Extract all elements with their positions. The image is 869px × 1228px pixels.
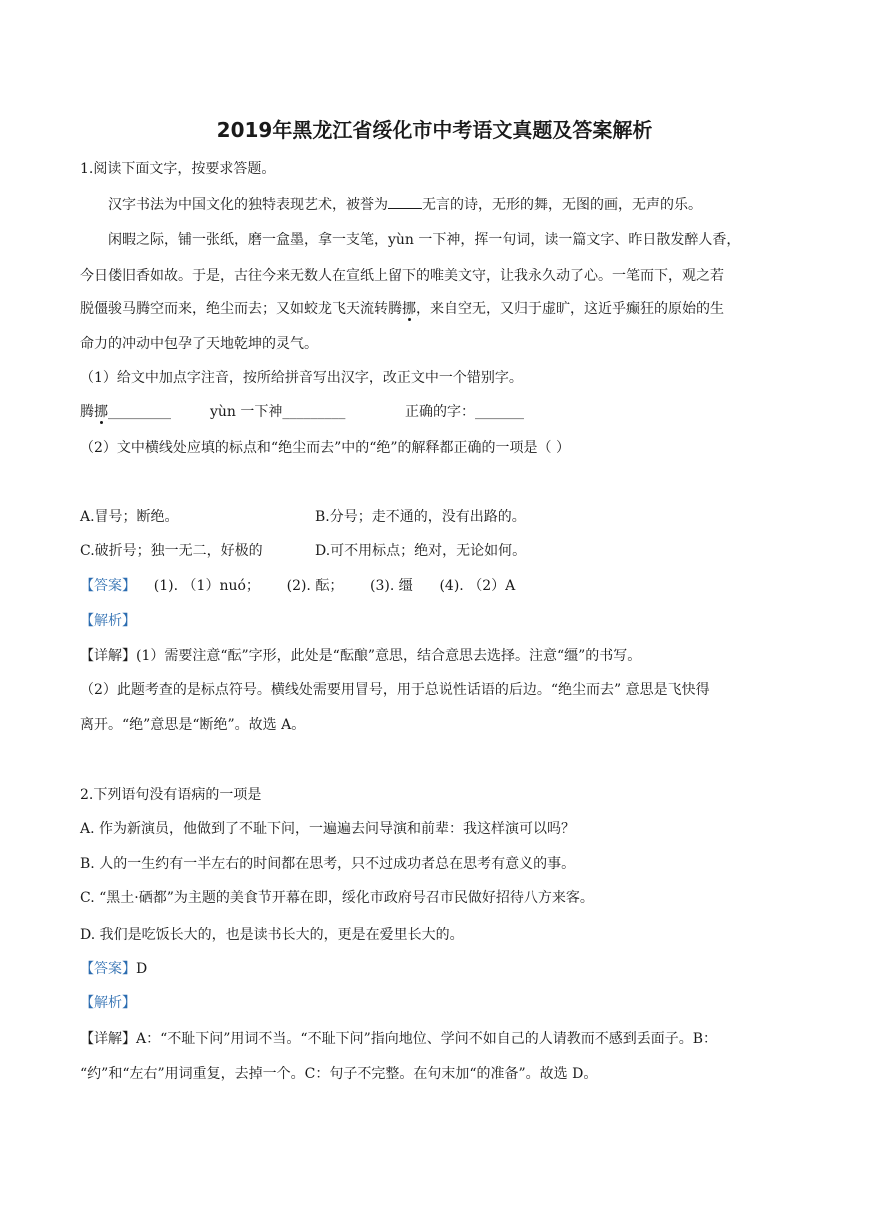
- q2-option-b: B. 人的一生约有一半左右的时间都在思考，只不过成功者总在思考有意义的事。: [80, 856, 576, 872]
- q1-blank-c: 正确的字：_______: [405, 404, 524, 420]
- q2-option-d: D. 我们是吃饭长大的，也是读书长大的，更是在爱里长大的。: [80, 927, 464, 943]
- q2-detail-line-1: 【详解】A：“不耻下问”用词不当。“不耻下问”指向地位、学问不如自己的人请教而不感到丢面子。B：: [80, 1031, 718, 1047]
- q1-option-b: B.分号；走不通的，没有出路的。: [315, 509, 526, 525]
- q2-detail-line-2: “约”和“左右”用词重复，去掉一个。C：句子不完整。在句末加“的准备”。故选 D。: [80, 1066, 598, 1082]
- q2-option-a: A. 作为新演员，他做到了不耻下问，一遍遍去问导演和前辈：我这样演可以吗？: [80, 821, 576, 837]
- q1-blank-a-line: _________: [108, 404, 171, 420]
- q1-blank-a-char: 腾: [80, 404, 94, 420]
- q1-option-d: D.可不用标点；绝对，无论如何。: [315, 543, 527, 559]
- document-title: 2019年黑龙江省绥化市中考语文真题及答案解析: [216, 118, 653, 142]
- q1-sub-question-2: （2）文中横线处应填的标点和“绝尘而去”中的“绝”的解释都正确的一项是（ ）: [80, 440, 570, 456]
- q1-answer-label: 【答案】: [80, 578, 136, 594]
- q1-p2-line-2: 今日偻旧香如故。于是，古往今来无数人在宣纸上留下的唯美文守，让我永久动了心。一笔而下，观之若: [80, 268, 724, 284]
- q1-detail-line-1: 【详解】(1）需要注意“酝”字形，此处是“酝酿”意思，结合意思去选择。注意“缰”的书写。: [80, 648, 642, 664]
- q1-p1-blank: [388, 194, 422, 209]
- q1-option-a: A.冒号；断绝。: [80, 509, 179, 525]
- q1-answer-text: (1). （1）nuó； (2). 酝； (3). 缰 (4). （2）A: [136, 578, 516, 594]
- q1-dotted-char: 挪: [402, 301, 416, 317]
- q2-option-c: C. “黑土·硒都”为主题的美食节开幕在即，绥化市政府号召市民做好招待八方来客。: [80, 890, 594, 906]
- q1-analysis-label: 【解析】: [80, 613, 136, 629]
- q1-p2-line-3: [80, 299, 724, 319]
- q2-answer: [80, 959, 147, 979]
- q2-prompt: 2.下列语句没有语病的一项是: [80, 787, 262, 803]
- q1-p1-text-after: 无言的诗，无形的舞，无图的画，无声的乐。: [422, 197, 702, 213]
- q1-detail-line-2: （2）此题考查的是标点符号。横线处需要用冒号，用于总说性话语的后边。“绝尘而去” 意思是飞快得: [80, 682, 710, 698]
- q1-paragraph-1: [108, 194, 702, 215]
- q1-p2-line-3-before: 脱僵骏马腾空而来，绝尘而去；又如蛟龙飞天流转腾: [80, 301, 402, 317]
- q2-analysis-label: 【解析】: [80, 995, 136, 1011]
- q1-prompt: 1.阅读下面文字，按要求答题。: [80, 161, 276, 177]
- q1-p2-line-4: 命力的冲动中包孕了天地乾坤的灵气。: [80, 336, 318, 352]
- q2-answer-text: D: [136, 961, 148, 977]
- q1-option-c: C.破折号；独一无二，好极的: [80, 543, 263, 559]
- q1-p2-line-3-after: ，来自空无，又归于虚旷，这近乎癫狂的原始的生: [416, 301, 724, 317]
- q1-blank-a: [80, 402, 171, 422]
- q1-blank-b: yùn 一下神_________: [210, 404, 346, 420]
- q1-sub-question-1: （1）给文中加点字注音，按所给拼音写出汉字，改正文中一个错别字。: [80, 370, 523, 386]
- q1-p2-line-1: 闲暇之际，铺一张纸，磨一盒墨，拿一支笔，yùn 一下神，挥一句词，读一篇文字、昨日散发醉人香，: [108, 232, 741, 248]
- q1-detail-line-3: 离开。“绝”意思是“断绝”。故选 A。: [80, 717, 306, 733]
- q1-blank-a-dotted-char: 挪: [94, 404, 108, 420]
- q1-answer: [80, 576, 515, 596]
- q2-answer-label: 【答案】: [80, 961, 136, 977]
- q1-p1-text-before: 汉字书法为中国文化的独特表现艺术，被誉为: [108, 197, 388, 213]
